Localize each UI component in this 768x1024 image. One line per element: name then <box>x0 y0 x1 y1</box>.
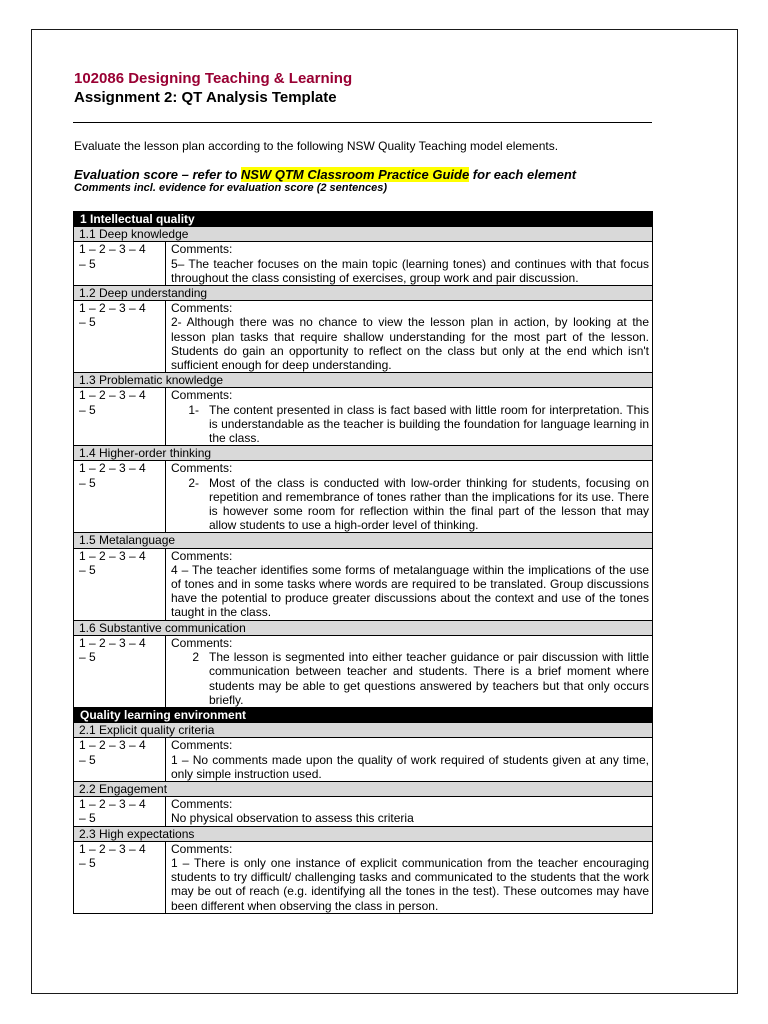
score-row <box>74 841 653 913</box>
element-header-row <box>74 826 653 841</box>
element-name: 1.5 Metalanguage <box>74 533 653 548</box>
score-scale: 1 – 2 – 3 – 4 – 5 <box>74 388 166 446</box>
comments-label: Comments: <box>171 461 233 476</box>
comment-text: The content presented in class is fact based with little room for interpretation. This is understandable as the teacher is building the foundation for language learning in the class. <box>209 402 650 446</box>
comments-cell <box>166 388 653 446</box>
element-header-row <box>74 286 653 301</box>
comments-cell <box>166 635 653 707</box>
score-scale: 1 – 2 – 3 – 4 – 5 <box>74 635 166 707</box>
comment-text: Most of the class is conducted with low-order thinking for students, focusing on repetition and remembrance of tones rather than the implications for its use. There is however some room for reflection within the final part of the lesson that may allow students to use a high-order level of thinking. <box>209 475 650 533</box>
evaluation-prefix: Evaluation score – refer to <box>74 167 241 182</box>
score-row <box>74 797 653 826</box>
score-row <box>74 301 653 373</box>
score-scale: 1 – 2 – 3 – 4 – 5 <box>74 461 166 533</box>
element-header-row <box>74 620 653 635</box>
comment-text: 2- Although there was no chance to view the lesson plan in action, by looking at the lesson plan tasks that require shallow understanding for the most part of the lesson. Students do gain an opportunity to reflect on the class but only at the end which isn't sufficient enough for deep understanding. <box>171 315 650 373</box>
comments-label: Comments: <box>171 841 233 856</box>
comments-label: Comments: <box>171 635 233 650</box>
score-row <box>74 461 653 533</box>
comment-number: 1- <box>188 402 199 417</box>
score-row <box>74 388 653 446</box>
element-name: 1.1 Deep knowledge <box>74 227 653 242</box>
comment-text: The lesson is segmented into either teacher guidance or pair discussion with little communication between teacher and students. There is a brief moment where students may be able to get questions answered by teachers but that only occurs briefly. <box>209 650 650 707</box>
comments-cell <box>166 301 653 373</box>
numbered-comment <box>171 403 649 446</box>
element-name: 2.1 Explicit quality criteria <box>74 723 653 738</box>
element-header-row <box>74 781 653 796</box>
comments-label: Comments: <box>171 301 233 316</box>
comments-cell <box>166 738 653 782</box>
score-scale: 1 – 2 – 3 – 4 – 5 <box>74 797 166 826</box>
evaluation-heading <box>74 167 576 182</box>
score-row <box>74 548 653 620</box>
comment-text: 4 – The teacher identifies some forms of metalanguage within the implications of the use of tones and in some tasks where words are required to be translated. Group discussions have the potential to produce greater discussions about the context and use of the tones taught in the class. <box>171 562 650 620</box>
element-name: 1.6 Substantive communication <box>74 620 653 635</box>
element-header-row <box>74 723 653 738</box>
comments-cell <box>166 242 653 286</box>
comment-text: 1 – No comments made upon the quality of work required of students given at any time, only simple instruction used. <box>171 752 650 781</box>
score-row <box>74 635 653 707</box>
section-header-row <box>74 212 653 227</box>
comments-cell <box>166 461 653 533</box>
comment-text: 1 – There is only one instance of explicit communication from the teacher encouraging students to try difficult/ challenging tasks and communicated to the students that the work may be out of reach (e.g. identifying all the tones in the test). These outcomes may have been different when observing the class in person. <box>171 855 650 913</box>
score-row <box>74 738 653 782</box>
evaluation-subnote: Comments incl. evidence for evaluation score (2 sentences) <box>74 182 387 194</box>
qt-analysis-table <box>73 211 653 914</box>
score-row <box>74 242 653 286</box>
numbered-comment <box>171 650 649 707</box>
element-name: 1.3 Problematic knowledge <box>74 373 653 388</box>
comments-cell <box>166 548 653 620</box>
score-scale: 1 – 2 – 3 – 4 – 5 <box>74 242 166 286</box>
title-divider <box>73 122 652 123</box>
score-scale: 1 – 2 – 3 – 4 – 5 <box>74 841 166 913</box>
comment-number: 2- <box>188 475 199 490</box>
evaluation-suffix: for each element <box>469 167 577 182</box>
guide-reference-highlight: NSW QTM Classroom Practice Guide <box>240 167 470 182</box>
element-header-row <box>74 227 653 242</box>
section-title: 1 Intellectual quality <box>74 212 653 227</box>
comments-label: Comments: <box>171 548 233 563</box>
element-header-row <box>74 373 653 388</box>
comments-label: Comments: <box>171 242 233 257</box>
comments-cell <box>166 841 653 913</box>
section-header-row <box>74 707 653 722</box>
score-scale: 1 – 2 – 3 – 4 – 5 <box>74 738 166 782</box>
comment-text: No physical observation to assess this criteria <box>171 811 414 826</box>
element-header-row <box>74 533 653 548</box>
comment-number: 2 <box>192 650 199 665</box>
element-name: 1.2 Deep understanding <box>74 286 653 301</box>
comments-label: Comments: <box>171 738 233 753</box>
section-title: Quality learning environment <box>74 707 653 722</box>
score-scale: 1 – 2 – 3 – 4 – 5 <box>74 548 166 620</box>
course-title: 102086 Designing Teaching & Learning <box>74 70 353 87</box>
comments-label: Comments: <box>171 797 233 812</box>
comments-cell <box>166 797 653 826</box>
assignment-title: Assignment 2: QT Analysis Template <box>74 89 337 106</box>
element-name: 2.3 High expectations <box>74 826 653 841</box>
element-header-row <box>74 446 653 461</box>
comments-label: Comments: <box>171 388 233 403</box>
score-scale: 1 – 2 – 3 – 4 – 5 <box>74 301 166 373</box>
instructions-text: Evaluate the lesson plan according to the following NSW Quality Teaching model elements. <box>74 139 559 153</box>
element-name: 1.4 Higher-order thinking <box>74 446 653 461</box>
element-name: 2.2 Engagement <box>74 781 653 796</box>
comment-text: 5– The teacher focuses on the main topic (learning tones) and continues with that focus throughout the class consisting of exercises, group work and pair discussion. <box>171 256 650 285</box>
numbered-comment <box>171 476 649 533</box>
